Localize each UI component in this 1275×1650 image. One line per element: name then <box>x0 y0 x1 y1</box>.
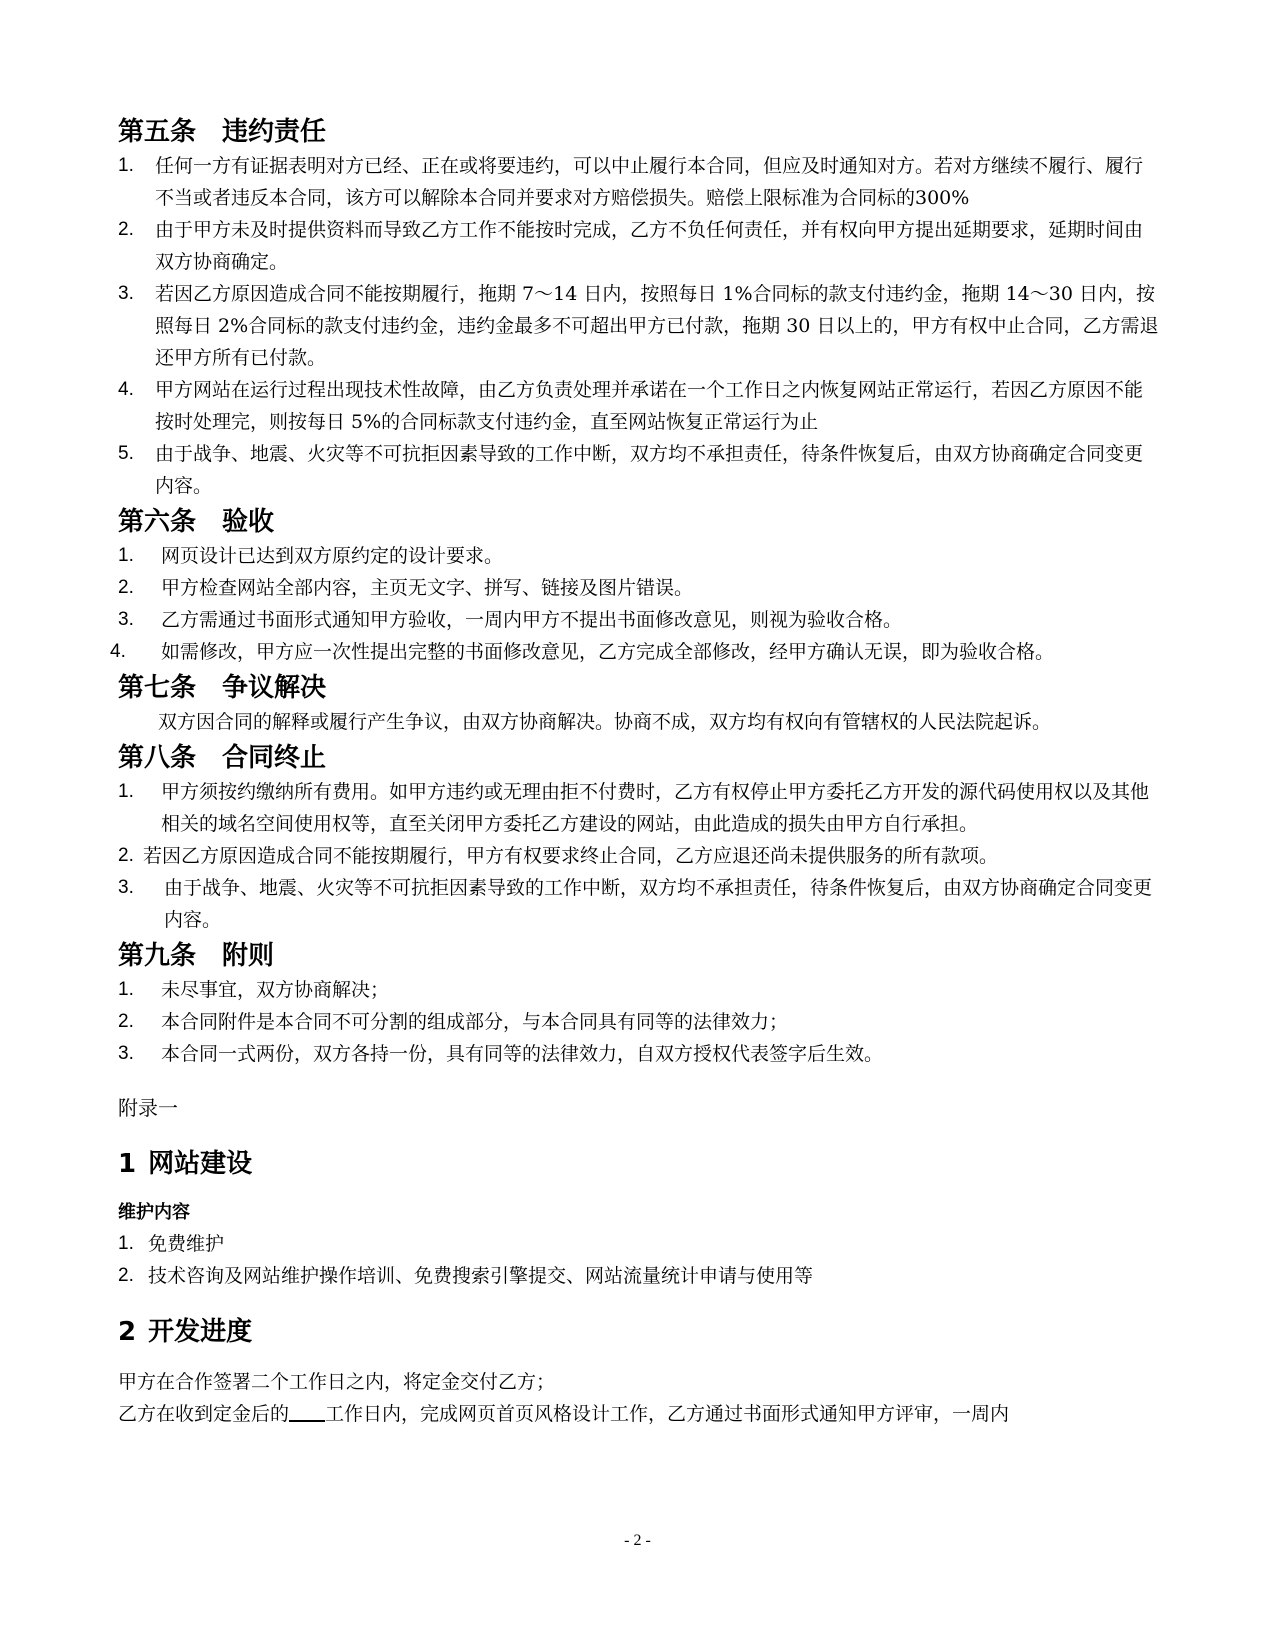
list-item <box>118 604 1160 636</box>
schedule-line-1: 甲方在合作签署二个工作日之内，将定金交付乙方； <box>118 1371 556 1393</box>
page-number: - 2 - <box>624 1532 651 1549</box>
article-title: 违约责任 <box>222 117 327 147</box>
list-text: 由于战争、地震、火灾等不可抗拒因素导致的工作中断，双方均不承担责任，待条件恢复后，由双方协商确定合同变更内容。 <box>155 443 1144 497</box>
list-text: 任何一方有证据表明对方已经、正在或将要违约，可以中止履行本合同，但应及时通知对方。若对方继续不履行、履行不当或者违反本合同，该方可以解除本合同并要求对方赔偿损失。赔偿上限标准为合同标的300% <box>155 155 1144 209</box>
section-title: 网站建设 <box>148 1149 253 1179</box>
list-text: 本合同一式两份，双方各持一份，具有同等的法律效力，自双方授权代表签字后生效。 <box>161 1043 884 1065</box>
list-number: 2. <box>118 845 134 866</box>
article-5-list <box>118 150 1160 502</box>
list-text: 乙方需通过书面形式通知甲方验收，一周内甲方不提出书面修改意见，则视为验收合格。 <box>161 609 903 631</box>
list-item <box>118 374 1160 438</box>
list-item <box>118 1038 1160 1070</box>
list-text: 技术咨询及网站维护操作培训、免费搜索引擎提交、网站流量统计申请与使用等 <box>148 1265 814 1287</box>
list-item <box>118 278 1160 374</box>
list-text: 如需修改，甲方应一次性提出完整的书面修改意见，乙方完成全部修改，经甲方确认无误，即为验收合格。 <box>161 641 1055 663</box>
list-item <box>118 214 1160 278</box>
list-number: 4. <box>118 379 134 400</box>
list-number: 2. <box>118 219 134 240</box>
list-number: 3. <box>118 877 134 898</box>
article-5-heading <box>118 114 1160 150</box>
list-item <box>118 540 1160 572</box>
list-item <box>118 872 1160 936</box>
maintenance-list <box>118 1228 1160 1292</box>
article-title: 合同终止 <box>222 743 327 773</box>
article-6-list <box>110 540 1160 668</box>
article-number: 第九条 <box>118 941 197 971</box>
list-number: 1. <box>118 545 134 566</box>
schedule-text-b: 工作日内，完成网页首页风格设计工作，乙方通过书面形式通知甲方评审，一周内 <box>325 1403 1010 1425</box>
list-item <box>118 974 1160 1006</box>
article-8-list <box>118 776 1160 936</box>
list-text: 甲方网站在运行过程出现技术性故障，由乙方负责处理并承诺在一个工作日之内恢复网站正常运行，若因乙方原因不能按时处理完，则按每日 5%的合同标款支付违约金，直至网站恢复正常运行为止 <box>155 379 1144 433</box>
article-number: 第六条 <box>118 507 197 537</box>
list-number: 5. <box>118 443 134 464</box>
list-item <box>118 1260 1160 1292</box>
list-number: 1. <box>118 1233 134 1254</box>
article-number: 第五条 <box>118 117 197 147</box>
list-item <box>110 636 1160 668</box>
article-number: 第八条 <box>118 743 197 773</box>
list-number: 2. <box>118 577 134 598</box>
list-number: 2. <box>118 1011 134 1032</box>
article-7-heading <box>118 670 1160 706</box>
list-item <box>118 150 1160 214</box>
article-title: 附则 <box>222 941 275 971</box>
list-text: 甲方须按约缴纳所有费用。如甲方违约或无理由拒不付费时，乙方有权停止甲方委托乙方开发的源代码使用权以及其他相关的域名空间使用权等，直至关闭甲方委托乙方建设的网站，由此造成的损失由甲方自行承担。 <box>161 781 1150 835</box>
schedule-text-a: 乙方在收到定金后的 <box>118 1403 290 1425</box>
section-number: 1 <box>118 1149 137 1179</box>
article-number: 第七条 <box>118 673 197 703</box>
list-item <box>118 776 1160 840</box>
list-number: 3. <box>118 283 134 304</box>
schedule-line-2 <box>118 1398 1160 1430</box>
article-6-heading <box>118 504 1160 540</box>
list-text: 若因乙方原因造成合同不能按期履行，拖期 7～14 日内，按照每日 1%合同标的款支付违约金，拖期 14～30 日内，按照每日 2%合同标的款支付违约金，违约金最多不可超出甲方已付款，拖期 30 日以上的，甲方有权中止合同，乙方需退还甲方所有已付款。 <box>155 283 1159 369</box>
list-item <box>118 840 1160 872</box>
appendix-label: 附录一 <box>118 1096 178 1120</box>
article-8-heading <box>118 740 1160 776</box>
list-text: 本合同附件是本合同不可分割的组成部分，与本合同具有同等的法律效力； <box>161 1011 789 1033</box>
list-text: 由于甲方未及时提供资料而导致乙方工作不能按时完成，乙方不负任何责任，并有权向甲方提出延期要求，延期时间由双方协商确定。 <box>155 219 1144 273</box>
section-1-heading <box>118 1144 1160 1184</box>
list-number: 1. <box>118 979 134 1000</box>
list-text: 网页设计已达到双方原约定的设计要求。 <box>161 545 504 567</box>
section-2-heading <box>118 1312 1160 1352</box>
list-number: 3. <box>118 609 134 630</box>
list-number: 4. <box>110 641 126 662</box>
article-7-text: 双方因合同的解释或履行产生争议，由双方协商解决。协商不成，双方均有权向有管辖权的人民法院起诉。 <box>158 711 1052 733</box>
list-text: 甲方检查网站全部内容，主页无文字、拼写、链接及图片错误。 <box>161 577 694 599</box>
list-item <box>118 1006 1160 1038</box>
list-item <box>118 1228 1160 1260</box>
list-text: 未尽事宜，双方协商解决； <box>161 979 390 1001</box>
article-title: 争议解决 <box>222 673 327 703</box>
list-number: 2. <box>118 1265 134 1286</box>
subsection-heading: 维护内容 <box>118 1202 190 1223</box>
list-number: 3. <box>118 1043 134 1064</box>
list-number: 1. <box>118 155 134 176</box>
fill-in-blank <box>289 1402 325 1422</box>
list-item <box>118 572 1160 604</box>
list-text: 免费维护 <box>148 1233 225 1255</box>
list-item <box>118 438 1160 502</box>
article-9-heading <box>118 938 1160 974</box>
section-number: 2 <box>118 1317 137 1347</box>
list-number: 1. <box>118 781 134 802</box>
article-9-list <box>118 974 1160 1070</box>
list-text: 若因乙方原因造成合同不能按期履行，甲方有权要求终止合同，乙方应退还尚未提供服务的所有款项。 <box>143 845 999 867</box>
document-page <box>110 112 1160 1430</box>
article-title: 验收 <box>222 507 275 537</box>
section-title: 开发进度 <box>148 1317 253 1347</box>
list-text: 由于战争、地震、火灾等不可抗拒因素导致的工作中断，双方均不承担责任，待条件恢复后，由双方协商确定合同变更内容。 <box>164 877 1153 931</box>
